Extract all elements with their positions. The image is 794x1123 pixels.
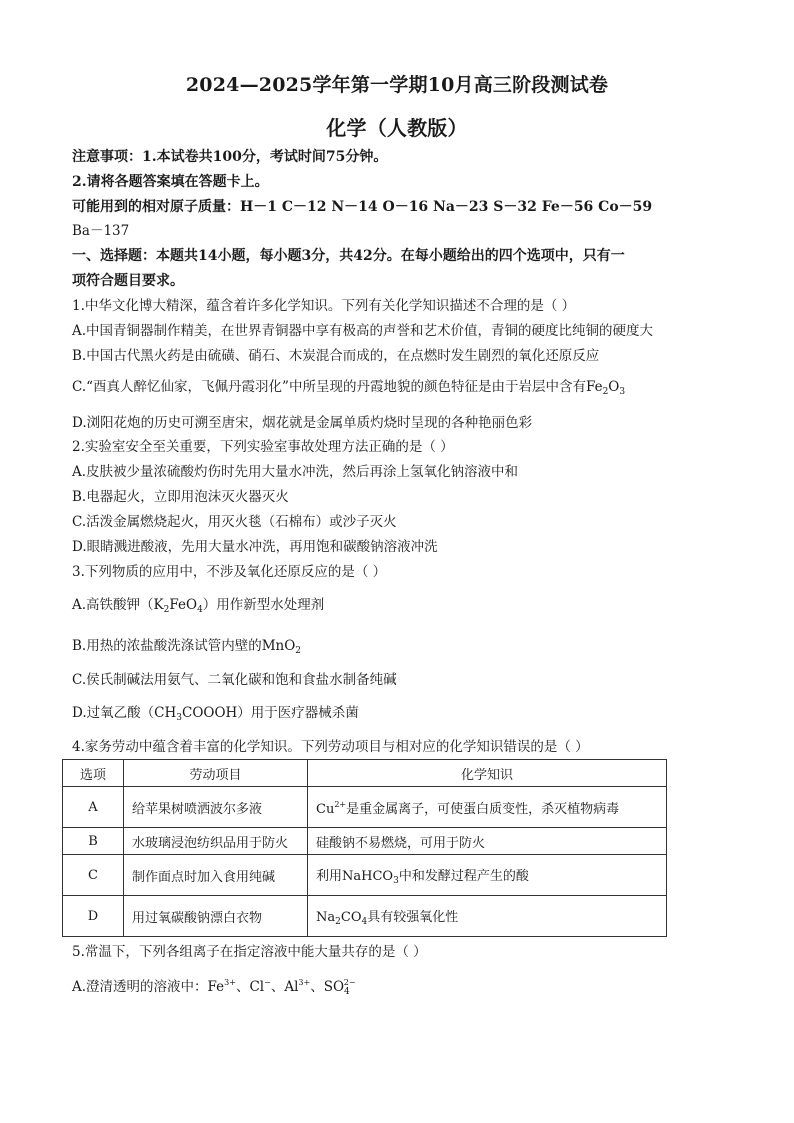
exam-subtitle: 化学（人教版） [326,116,468,140]
atomic-masses-cont: Ba－137 [72,223,130,239]
q5-a-sub4: 4 [344,987,350,997]
exam-title: 2024—2025学年第一学期10月高三阶段测试卷 [185,74,609,96]
q3-a-sub2: 4 [197,605,203,615]
q3-stem: 3.下列物质的应用中，不涉及氧化还原反应的是（ ） [72,564,387,580]
note-1: 注意事项：1.本试卷共100分，考试时间75分钟。 [72,149,388,165]
q4-stem: 4.家务劳动中蕴含着丰富的化学知识。下列劳动项目与相对应的化学知识错误的是（ ） [72,739,589,755]
q4-col-knowledge: 化学知识 [308,760,667,787]
q5-a-sup3: 3+ [298,978,311,987]
q1-option-c [72,378,722,401]
q3-a-sub1: 2 [163,605,170,615]
q4-row-b-knowledge [308,828,667,855]
q4-row-b-item: 水玻璃浸泡纺织品用于防火 [124,828,308,855]
q4-row-b-option: B [63,828,124,855]
q3-b-text: B.用热的浓盐酸洗涤试管内壁的MnO [72,638,296,654]
q2-stem: 2.实验室安全至关重要，下列实验室事故处理方法正确的是（ ） [72,439,454,455]
q4-d-k-mid: CO [340,909,362,925]
q3-d-sub: 3 [176,713,182,723]
q3-d-suffix: COOOH）用于医疗器械杀菌 [181,705,359,721]
atomic-masses-text: 可能用到的相对原子质量：H－1 C－12 N－14 O－16 Na－23 S－32 Fe－56 Co－59 [72,199,653,215]
q4-table [62,759,667,937]
q4-d-k-prefix: Na [316,909,336,925]
q4-row-c-option: C [63,855,124,896]
q1-stem: 1.中华文化博大精深，蕴含着许多化学知识。下列有关化学知识描述不合理的是（ ） [72,298,576,314]
table-row [63,855,667,896]
q5-stem: 5.常温下，下列各组离子在指定溶液中能大量共存的是（ ） [72,944,427,960]
q5-option-a [72,974,722,1001]
q1-c-mid: O [608,379,620,395]
q3-a-suffix: ）用作新型水处理剂 [202,597,325,613]
q4-row-d-knowledge [308,896,667,937]
q5-a-t3: 、SO [310,979,345,995]
q5-a-sup4: 2− [343,978,356,987]
table-row [63,896,667,937]
q4-row-a-item: 给苹果树喷洒波尔多液 [124,787,308,828]
section-heading-cont: 项符合题目要求。 [72,273,184,289]
q4-col-item: 劳动项目 [124,760,308,787]
q4-row-d-option: D [63,896,124,937]
q4-a-k-sup: 2+ [334,799,347,809]
q4-col-option: 选项 [63,760,124,787]
q3-a-text: A.高铁酸钾（K [72,597,164,613]
q1-option-d: D.浏阳花炮的历史可溯至唐宋，烟花就是金属单质灼烧时呈现的各种艳丽色彩 [72,415,533,431]
q2-option-b: B.电器起火，立即用泡沫灭火器灭火 [72,489,289,505]
q1-option-b: B.中国古代黑火药是由硫磺、硝石、木炭混合而成的，在点燃时发生剧烈的氧化还原反应 [72,348,600,364]
q5-a-t2: 、Al [270,979,299,995]
q4-row-c-item: 制作面点时加入食用纯碱 [124,855,308,896]
q4-d-k-sub2: 4 [361,916,368,927]
q4-c-k-suffix: 中和发酵过程产生的酸 [398,868,529,884]
q4-d-k-sub: 2 [335,916,341,927]
q1-c-text: C.“酉真人醉忆仙家，飞佩丹霞羽化”中所呈现的丹霞地貌的颜色特征是由于岩层中含有Fe [72,379,603,395]
q3-a-mid: FeO [169,597,198,613]
q5-a-sup1: 3+ [224,978,236,987]
q3-d-text: D.过氧乙酸（CH [72,705,177,721]
q2-option-a: A.皮肤被少量浓硫酸灼伤时先用大量水冲洗，然后再涂上氢氧化钠溶液中和 [72,464,519,480]
q3-option-b [72,637,722,660]
q4-a-k-prefix: Cu [316,801,335,817]
q4-row-c-knowledge [308,855,667,896]
section-heading: 一、选择题：本题共14小题，每小题3分，共42分。在每小题给出的四个选项中，只有一 [72,248,625,264]
q3-option-a [72,596,722,619]
q5-a-t1: 、Cl [235,979,265,995]
table-row [63,787,667,828]
q5-a-sup2: − [264,978,271,987]
note-2: 2.请将各题答案填在答题卡上。 [72,174,269,190]
q1-c-sub2: 3 [619,387,626,397]
q4-table-header [63,760,667,787]
q3-option-c: C.侯氏制碱法用氨气、二氧化碳和饱和食盐水制备纯碱 [72,672,397,688]
q1-option-a: A.中国青铜器制作精美，在世界青铜器中享有极高的声誉和艺术价值，青铜的硬度比纯铜的硬度大 [72,323,654,339]
q4-c-k-prefix: 利用NaHCO [316,868,394,884]
q4-b-k-text: 硅酸钠不易燃烧，可用于防火 [316,835,486,851]
q2-option-c: C.活泼金属燃烧起火，用灭火毯（石棉布）或沙子灭火 [72,514,397,530]
q4-row-a-option: A [63,787,124,828]
q4-c-k-sub: 3 [393,875,399,886]
q3-b-sub: 2 [295,646,302,656]
q3-option-d [72,704,722,727]
q1-c-sub1: 2 [602,387,609,397]
q4-row-a-knowledge [308,787,667,828]
q4-row-d-item: 用过氧碳酸钠漂白衣物 [124,896,308,937]
atomic-masses [72,198,722,216]
q5-a-prefix: A.澄清透明的溶液中：Fe [72,979,225,995]
q2-option-d: D.眼睛溅进酸液，先用大量水冲洗，再用饱和碳酸钠溶液冲洗 [72,539,438,555]
q4-a-k-suffix: 是重金属离子，可使蛋白质变性，杀灭植物病毒 [346,801,620,817]
q4-d-k-suffix: 具有较强氧化性 [367,909,459,925]
table-row [63,828,667,855]
